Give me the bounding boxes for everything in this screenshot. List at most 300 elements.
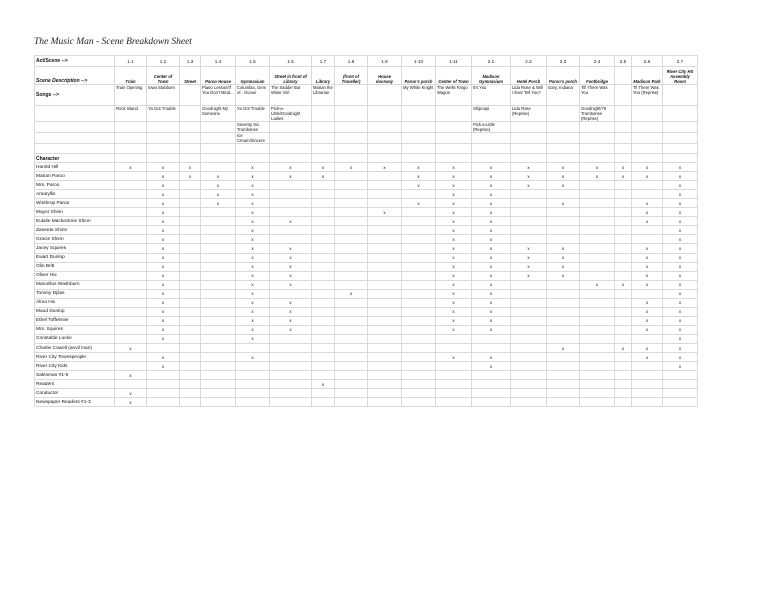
appearance-mark (180, 362, 201, 371)
appearance-mark (312, 190, 335, 199)
song-cell: Train Opening (115, 85, 147, 106)
character-row (35, 262, 698, 271)
appearance-mark: x (312, 380, 335, 389)
appearance-mark: x (436, 307, 472, 316)
appearance-mark: x (663, 353, 698, 362)
appearance-mark (615, 371, 632, 380)
appearance-mark (180, 380, 201, 389)
appearance-mark (580, 353, 615, 362)
blank-cell (236, 144, 270, 154)
appearance-mark (201, 398, 236, 407)
appearance-mark: x (547, 244, 580, 253)
character-name: Gracie Shinn (35, 235, 115, 244)
appearance-mark (201, 371, 236, 380)
song-cell: Pick-a-Little (Reprise) (472, 122, 511, 133)
appearance-mark: x (547, 181, 580, 190)
act-scene-row (35, 56, 698, 67)
blank-cell (632, 144, 663, 154)
scene-number: 1.6 (270, 56, 312, 67)
appearance-mark (547, 353, 580, 362)
appearance-mark (615, 244, 632, 253)
appearance-mark: x (663, 262, 698, 271)
blank-cell (663, 144, 698, 154)
character-row (35, 172, 698, 181)
appearance-mark (335, 181, 368, 190)
scene-number: 2.3 (547, 56, 580, 67)
appearance-mark (236, 362, 270, 371)
appearance-mark (368, 235, 402, 244)
appearance-mark: x (632, 262, 663, 271)
appearance-mark (368, 398, 402, 407)
appearance-mark (580, 389, 615, 398)
appearance-mark (615, 235, 632, 244)
scene-number: 1.7 (312, 56, 335, 67)
song-cell (201, 133, 236, 144)
appearance-mark: x (663, 226, 698, 235)
blank-cell (547, 154, 580, 163)
appearance-mark: x (632, 208, 663, 217)
appearance-mark (580, 208, 615, 217)
appearance-mark (511, 334, 547, 343)
appearance-mark (201, 244, 236, 253)
appearance-mark (115, 289, 147, 298)
appearance-mark (115, 172, 147, 181)
appearance-mark (312, 371, 335, 380)
song-cell: Ya Got Trouble (236, 106, 270, 122)
appearance-mark (402, 280, 436, 289)
character-name: Salesman #1-5 (35, 371, 115, 380)
song-cell (180, 122, 201, 133)
appearance-mark (115, 380, 147, 389)
appearance-mark: x (270, 307, 312, 316)
appearance-mark (201, 253, 236, 262)
song-cell (615, 122, 632, 133)
song-cell (312, 133, 335, 144)
appearance-mark (472, 371, 511, 380)
appearance-mark: x (270, 253, 312, 262)
appearance-mark (615, 181, 632, 190)
appearance-mark (368, 334, 402, 343)
songs-label-blank (35, 122, 115, 133)
appearance-mark: x (436, 325, 472, 334)
spacer-row (35, 144, 698, 154)
blank-cell (115, 154, 147, 163)
character-name: Readers (35, 380, 115, 389)
appearance-mark (511, 217, 547, 226)
song-cell (201, 122, 236, 133)
appearance-mark (615, 325, 632, 334)
blank-cell (580, 154, 615, 163)
scene-description: River City HS Assembly Room (663, 67, 698, 85)
appearance-mark (615, 362, 632, 371)
appearance-mark (201, 343, 236, 352)
appearance-mark: x (436, 163, 472, 172)
appearance-mark: x (270, 271, 312, 280)
appearance-mark: x (312, 163, 335, 172)
appearance-mark (201, 325, 236, 334)
appearance-mark (436, 334, 472, 343)
scene-number: 2.2 (511, 56, 547, 67)
appearance-mark (368, 353, 402, 362)
appearance-mark (436, 380, 472, 389)
appearance-mark (335, 389, 368, 398)
appearance-mark: x (147, 307, 180, 316)
appearance-mark (580, 380, 615, 389)
appearance-mark (115, 262, 147, 271)
appearance-mark: x (147, 280, 180, 289)
character-name: Oliver Hix (35, 271, 115, 280)
appearance-mark: x (147, 289, 180, 298)
song-cell: Marian the Librarian (312, 85, 335, 106)
appearance-mark (312, 343, 335, 352)
appearance-mark (270, 226, 312, 235)
appearance-mark (402, 353, 436, 362)
scene-description: Madison Gymnasium (472, 67, 511, 85)
scene-number: 1.2 (147, 56, 180, 67)
appearance-mark (580, 226, 615, 235)
character-name: Mrs. Squires (35, 325, 115, 334)
appearance-mark: x (147, 298, 180, 307)
appearance-mark: x (147, 172, 180, 181)
song-cell (180, 85, 201, 106)
appearance-mark: x (615, 343, 632, 352)
song-cell (335, 106, 368, 122)
appearance-mark (201, 262, 236, 271)
appearance-mark: x (472, 271, 511, 280)
appearance-mark: x (663, 298, 698, 307)
blank-cell (180, 144, 201, 154)
song-cell (270, 133, 312, 144)
appearance-mark (402, 362, 436, 371)
appearance-mark (180, 253, 201, 262)
appearance-mark (201, 289, 236, 298)
appearance-mark: x (472, 253, 511, 262)
appearance-mark: x (472, 362, 511, 371)
appearance-mark: x (663, 334, 698, 343)
appearance-mark (236, 380, 270, 389)
song-cell: Seventy Six Trombones (236, 122, 270, 133)
song-cell (663, 106, 698, 122)
character-name: Maud Dunlop (35, 307, 115, 316)
appearance-mark (402, 398, 436, 407)
appearance-mark (580, 371, 615, 380)
appearance-mark: x (436, 181, 472, 190)
appearance-mark: x (663, 343, 698, 352)
song-cell: Shipoopi (472, 106, 511, 122)
appearance-mark: x (472, 353, 511, 362)
appearance-mark: x (236, 181, 270, 190)
appearance-mark (335, 199, 368, 208)
blank-cell (147, 154, 180, 163)
character-name: Tommy Djilas (35, 289, 115, 298)
appearance-mark: x (547, 343, 580, 352)
appearance-mark (402, 217, 436, 226)
appearance-mark (580, 217, 615, 226)
appearance-mark (402, 244, 436, 253)
character-row (35, 271, 698, 280)
appearance-mark (147, 380, 180, 389)
song-cell: Ice Cream/Sincere (236, 133, 270, 144)
appearance-mark (115, 307, 147, 316)
appearance-mark: x (147, 226, 180, 235)
appearance-mark (368, 172, 402, 181)
appearance-mark (115, 199, 147, 208)
scene-description: Hotel Porch (511, 67, 547, 85)
appearance-mark: x (663, 289, 698, 298)
appearance-mark (201, 316, 236, 325)
song-cell (580, 122, 615, 133)
appearance-mark: x (402, 199, 436, 208)
appearance-mark (547, 362, 580, 371)
appearance-mark (472, 398, 511, 407)
scene-number: 1.1 (115, 56, 147, 67)
appearance-mark: x (312, 172, 335, 181)
appearance-mark: x (236, 262, 270, 271)
song-cell (368, 106, 402, 122)
appearance-mark (312, 244, 335, 253)
appearance-mark (402, 389, 436, 398)
appearance-mark: x (147, 217, 180, 226)
song-cell: The Sadder But Wiser Girl (270, 85, 312, 106)
appearance-mark (511, 371, 547, 380)
appearance-mark (580, 235, 615, 244)
appearance-mark (180, 190, 201, 199)
appearance-mark (632, 226, 663, 235)
appearance-mark: x (580, 280, 615, 289)
appearance-mark (180, 343, 201, 352)
appearance-mark (615, 217, 632, 226)
appearance-mark (547, 217, 580, 226)
scene-description: Train (115, 67, 147, 85)
appearance-mark (312, 280, 335, 289)
scene-number: 2.1 (472, 56, 511, 67)
appearance-mark (312, 307, 335, 316)
appearance-mark (472, 380, 511, 389)
song-cell (147, 133, 180, 144)
act-scene-label: Act/Scene --> (35, 56, 115, 67)
song-cell: Iowa Stubborn (147, 85, 180, 106)
sheet-title: The Music Man - Scene Breakdown Sheet (34, 37, 192, 47)
songs-row (35, 106, 698, 122)
song-cell (368, 122, 402, 133)
appearance-mark (368, 343, 402, 352)
scene-number: 2.6 (632, 56, 663, 67)
scene-description: Library (312, 67, 335, 85)
appearance-mark (147, 398, 180, 407)
song-cell: Goodnight My Someone (201, 106, 236, 122)
appearance-mark (147, 343, 180, 352)
appearance-mark (180, 371, 201, 380)
appearance-mark: x (663, 271, 698, 280)
appearance-mark (180, 217, 201, 226)
appearance-mark: x (663, 325, 698, 334)
appearance-mark: x (236, 226, 270, 235)
scene-number: 1.3 (180, 56, 201, 67)
appearance-mark: x (236, 253, 270, 262)
appearance-mark (335, 298, 368, 307)
appearance-mark: x (335, 163, 368, 172)
blank-cell (236, 154, 270, 163)
song-cell (180, 106, 201, 122)
appearance-mark (335, 235, 368, 244)
song-cell (547, 133, 580, 144)
character-row (35, 199, 698, 208)
blank-cell (147, 144, 180, 154)
appearance-mark (270, 289, 312, 298)
character-name: Constable Locke (35, 334, 115, 343)
song-cell (632, 106, 663, 122)
appearance-mark: x (632, 280, 663, 289)
appearance-mark (580, 398, 615, 407)
blank-cell (201, 154, 236, 163)
appearance-mark (663, 389, 698, 398)
appearance-mark: x (511, 253, 547, 262)
appearance-mark: x (236, 289, 270, 298)
appearance-mark (312, 217, 335, 226)
appearance-mark: x (270, 244, 312, 253)
appearance-mark (615, 334, 632, 343)
appearance-mark: x (402, 172, 436, 181)
song-cell (547, 106, 580, 122)
character-row (35, 353, 698, 362)
blank-cell (335, 154, 368, 163)
character-label: Character (35, 154, 115, 163)
character-row (35, 398, 698, 407)
blank-cell (580, 144, 615, 154)
appearance-mark (368, 253, 402, 262)
song-cell (402, 133, 436, 144)
appearance-mark (312, 235, 335, 244)
character-name: Jacey Squires (35, 244, 115, 253)
scene-description: Paroo House (201, 67, 236, 85)
appearance-mark (236, 398, 270, 407)
character-name: Marcellus Washburn (35, 280, 115, 289)
appearance-mark (270, 380, 312, 389)
appearance-mark (580, 316, 615, 325)
song-cell (312, 106, 335, 122)
appearance-mark: x (663, 235, 698, 244)
appearance-mark (270, 398, 312, 407)
appearance-mark (511, 226, 547, 235)
appearance-mark (201, 208, 236, 217)
song-cell (436, 106, 472, 122)
appearance-mark (368, 380, 402, 389)
blank-cell (402, 154, 436, 163)
appearance-mark: x (147, 199, 180, 208)
song-cell (312, 122, 335, 133)
appearance-mark (402, 343, 436, 352)
appearance-mark: x (180, 172, 201, 181)
appearance-mark (547, 325, 580, 334)
song-cell: Gary, Indiana (547, 85, 580, 106)
appearance-mark (615, 307, 632, 316)
appearance-mark (180, 334, 201, 343)
song-cell (436, 133, 472, 144)
appearance-mark (511, 289, 547, 298)
appearance-mark (436, 362, 472, 371)
appearance-mark (115, 190, 147, 199)
appearance-mark (312, 271, 335, 280)
appearance-mark: x (663, 244, 698, 253)
character-name: Charlie Cowell (anvil man) (35, 343, 115, 352)
appearance-mark: x (663, 362, 698, 371)
scene-number: 1-11 (436, 56, 472, 67)
appearance-mark (615, 208, 632, 217)
appearance-mark (547, 235, 580, 244)
appearance-mark (580, 362, 615, 371)
appearance-mark (436, 343, 472, 352)
appearance-mark: x (472, 307, 511, 316)
appearance-mark (663, 398, 698, 407)
song-cell (663, 122, 698, 133)
appearance-mark: x (632, 307, 663, 316)
appearance-mark: x (632, 163, 663, 172)
appearance-mark: x (436, 271, 472, 280)
appearance-mark: x (472, 316, 511, 325)
appearance-mark: x (270, 298, 312, 307)
appearance-mark (615, 190, 632, 199)
appearance-mark: x (663, 181, 698, 190)
appearance-mark (180, 289, 201, 298)
appearance-mark (368, 271, 402, 280)
song-cell (270, 122, 312, 133)
blank-cell (511, 154, 547, 163)
appearance-mark: x (236, 208, 270, 217)
song-cell (115, 122, 147, 133)
appearance-mark: x (632, 199, 663, 208)
appearance-mark: x (436, 280, 472, 289)
appearance-mark (201, 389, 236, 398)
appearance-mark (335, 334, 368, 343)
appearance-mark (547, 289, 580, 298)
appearance-mark: x (472, 289, 511, 298)
appearance-mark (615, 271, 632, 280)
appearance-mark (402, 208, 436, 217)
appearance-mark (547, 389, 580, 398)
appearance-mark (368, 298, 402, 307)
character-row (35, 280, 698, 289)
song-cell: Lida Rose & Will I Ever Tell You? (511, 85, 547, 106)
song-cell (335, 133, 368, 144)
scene-description: Center of Town (436, 67, 472, 85)
song-cell (147, 122, 180, 133)
song-cell: Rock Island (115, 106, 147, 122)
appearance-mark (335, 343, 368, 352)
appearance-mark: x (402, 163, 436, 172)
character-row (35, 244, 698, 253)
song-cell (663, 85, 698, 106)
appearance-mark: x (368, 163, 402, 172)
appearance-mark (115, 253, 147, 262)
appearance-mark (580, 334, 615, 343)
appearance-mark: x (663, 280, 698, 289)
appearance-mark: x (147, 325, 180, 334)
appearance-mark (402, 253, 436, 262)
appearance-mark (580, 244, 615, 253)
appearance-mark: x (663, 172, 698, 181)
blank-cell (472, 154, 511, 163)
appearance-mark: x (511, 181, 547, 190)
appearance-mark: x (115, 371, 147, 380)
appearance-mark: x (472, 325, 511, 334)
appearance-mark (335, 190, 368, 199)
appearance-mark (180, 307, 201, 316)
appearance-mark: x (615, 280, 632, 289)
appearance-mark (436, 389, 472, 398)
blank-cell (615, 154, 632, 163)
appearance-mark: x (147, 235, 180, 244)
appearance-mark (236, 389, 270, 398)
